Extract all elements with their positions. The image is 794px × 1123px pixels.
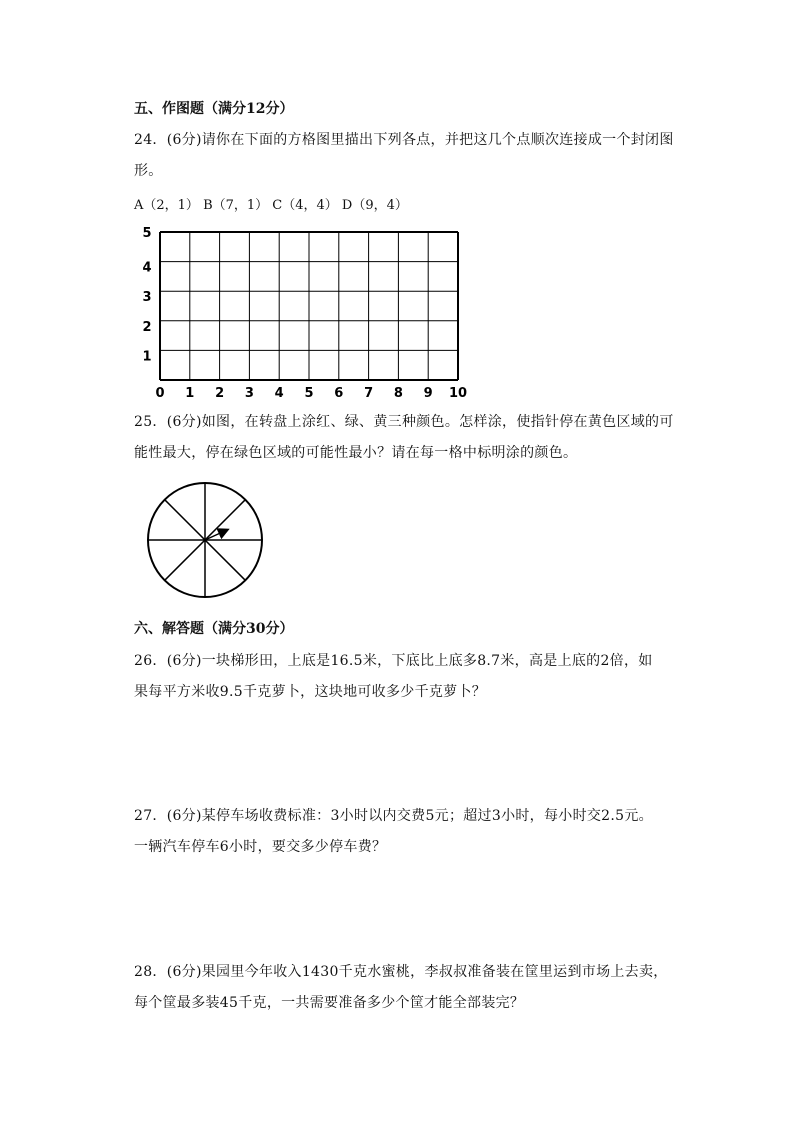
question-25-line-1: 25．(6分)如图，在转盘上涂红、绿、黄三种颜色。怎样涂，使指针停在黄色区域的可 (134, 414, 674, 430)
x-tick-label: 4 (274, 386, 284, 401)
question-24-line-1: 24．(6分)请你在下面的方格图里描出下列各点，并把这几个点顺次连接成一个封闭图 (134, 132, 674, 148)
question-25-line-2: 能性最大，停在绿色区域的可能性最小？请在每一格中标明涂的颜色。 (134, 445, 578, 461)
spinner-pointer-icon (205, 530, 227, 540)
y-tick-label: 3 (142, 290, 152, 306)
question-26-line-2: 果每平方米收9.5千克萝卜，这块地可收多少千克萝卜？ (134, 684, 487, 700)
x-tick-label: 9 (423, 386, 433, 401)
question-28-line-1: 28．(6分)果园里今年收入1430千克水蜜桃，李叔叔准备装在筐里运到市场上去卖， (134, 964, 668, 980)
y-tick-label: 5 (142, 226, 152, 241)
x-tick-label: 5 (304, 386, 314, 401)
x-tick-label: 6 (334, 386, 344, 401)
y-tick-label: 2 (142, 319, 152, 335)
question-26-line-1: 26．(6分)一块梯形田，上底是16.5米，下底比上底多8.7米，高是上底的2倍，如 (134, 653, 653, 669)
question-24-points: A（2，1） B（7，1） C（4，4） D（9，4） (134, 198, 408, 213)
x-tick-label: 7 (364, 386, 374, 401)
y-tick-label: 4 (142, 260, 152, 276)
question-28-line-2: 每个筐最多装45千克，一共需要准备多少个筐才能全部装完？ (134, 995, 525, 1011)
x-tick-label: 3 (244, 386, 254, 401)
question-24-line-2: 形。 (134, 163, 163, 179)
question-27-line-1: 27．(6分)某停车场收费标准：3小时以内交费5元；超过3小时，每小时交2.5元。 (134, 808, 653, 824)
grid-axis-labels (142, 226, 467, 401)
x-tick-label: 10 (448, 386, 468, 401)
coordinate-grid (130, 220, 480, 405)
x-tick-label: 0 (155, 386, 165, 401)
question-27-line-2: 一辆汽车停车6小时，要交多少停车费？ (134, 839, 387, 855)
x-tick-label: 1 (185, 386, 195, 401)
x-tick-label: 8 (393, 386, 403, 401)
section-6-heading: 六、解答题（满分30分） (134, 621, 294, 637)
x-tick-label: 2 (215, 386, 225, 401)
spinner-diagram (140, 478, 270, 604)
grid-lines (160, 232, 458, 380)
section-5-heading: 五、作图题（满分12分） (134, 101, 294, 117)
y-tick-label: 1 (142, 349, 152, 365)
